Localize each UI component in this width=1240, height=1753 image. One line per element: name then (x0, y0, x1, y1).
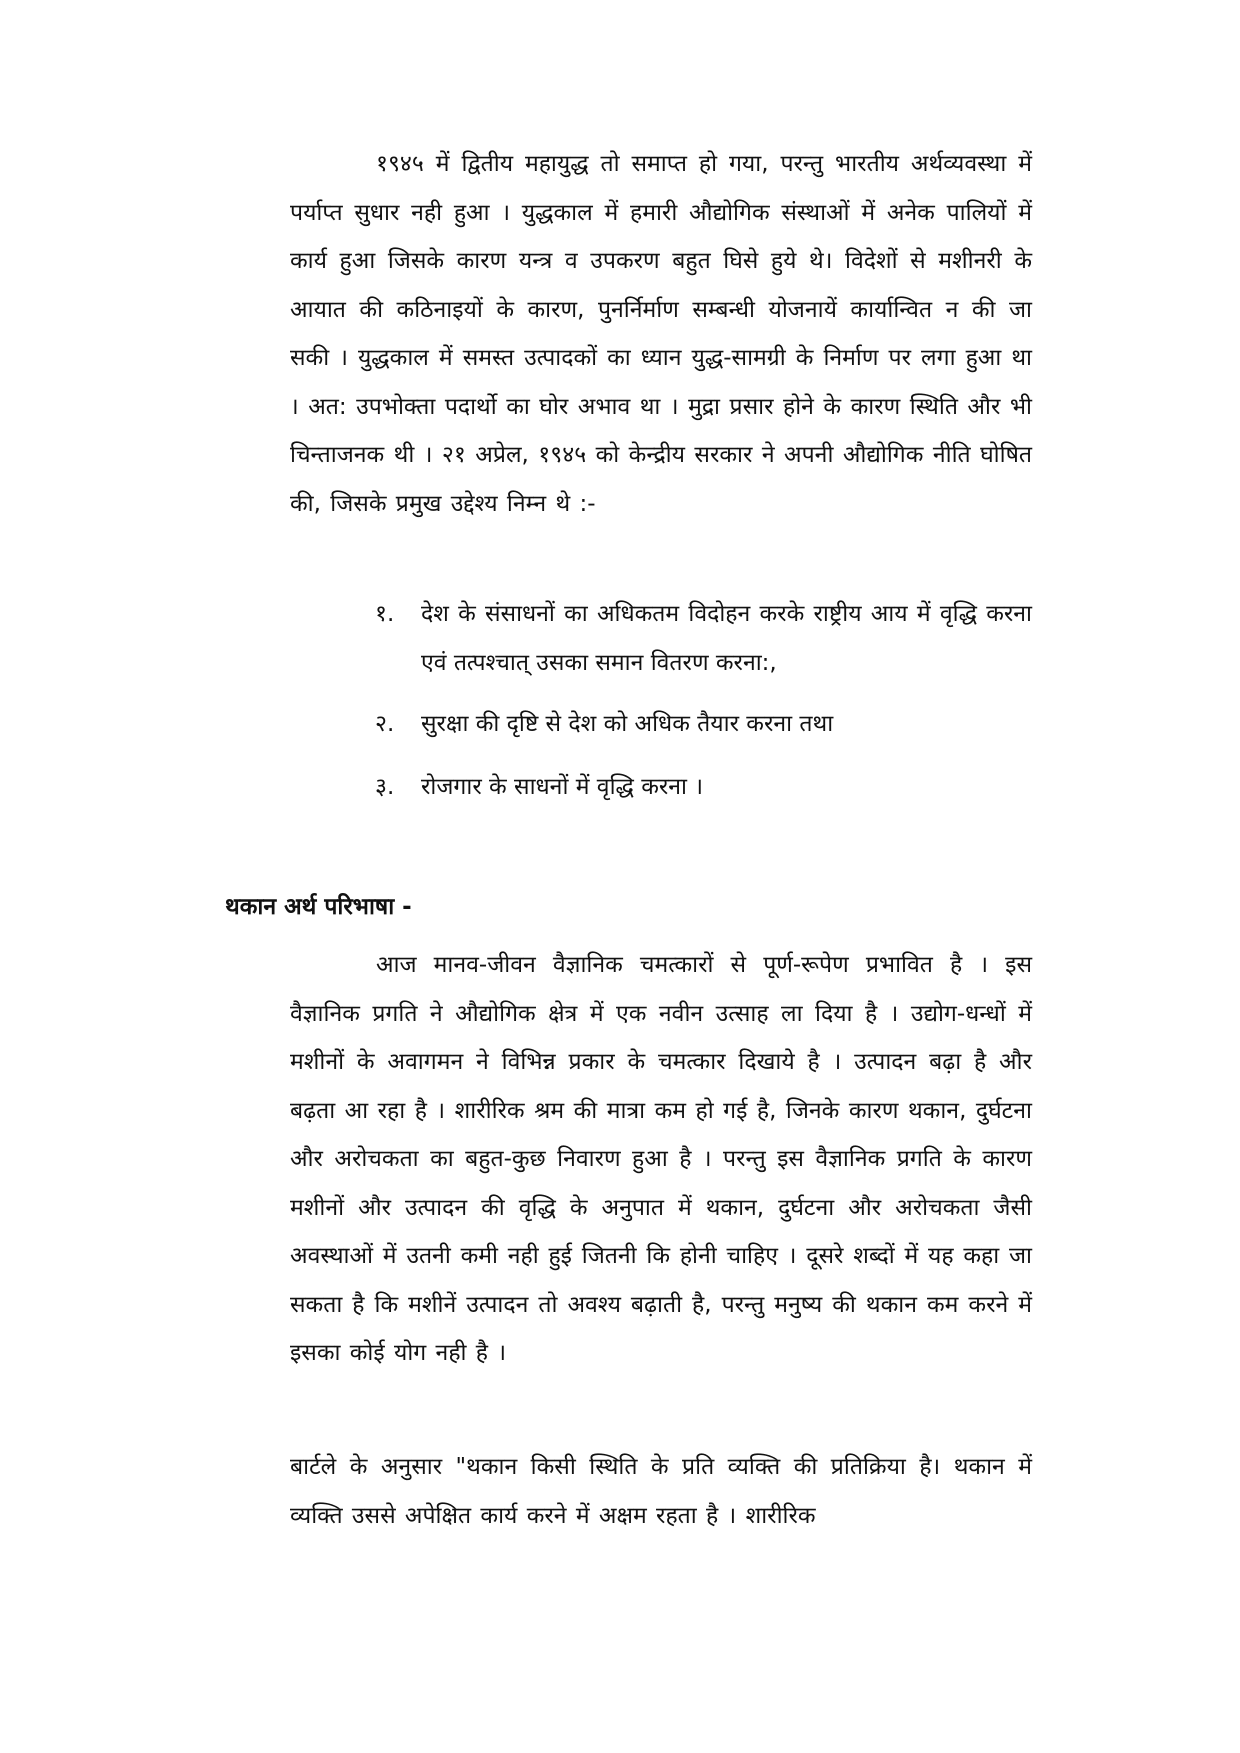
list-item-number: ३. (375, 774, 395, 800)
list-item-number: २. (375, 711, 395, 737)
intro-paragraph: १९४५ में द्वितीय महायुद्ध तो समाप्त हो गया, परन्तु भारतीय अर्थव्यवस्था में पर्याप्त सुधार नही हुआ । युद्धकाल में हमारी औद्योगिक संस्थाओं में अनेक पालियों में कार्य हुआ जिसके कारण यन्त्र व उपकरण बहुत घिसे हुये थे। विदेशों से मशीनरी के आयात की कठिनाइयों के कारण, पुनर्निर्माण सम्बन्धी योजनायें कार्यान्वित न की जा सकी । युद्धकाल में समस्त उत्पादकों का ध्यान युद्ध-सामग्री के निर्माण पर लगा हुआ था । अत: उपभोक्ता पदार्थो का घोर अभाव था । मुद्रा प्रसार होने के कारण स्थिति और भी चिन्ताजनक थी । २१ अप्रेल, १९४५ को केन्द्रीय सरकार ने अपनी औद्योगिक नीति घोषित की, जिसके प्रमुख उद्देश्य निम्न थे :- (290, 151, 1032, 517)
bartley-paragraph: बार्टले के अनुसार "थकान किसी स्थिति के प्रति व्यक्ति की प्रतिक्रिया है। थकान में व्यक्ति उससे अपेक्षित कार्य करने में अक्षम रहता है । शारीरिक (290, 1454, 1032, 1529)
section-paragraph: आज मानव-जीवन वैज्ञानिक चमत्कारों से पूर्ण-रूपेण प्रभावित है । इस वैज्ञानिक प्रगति ने औद्योगिक क्षेत्र में एक नवीन उत्साह ला दिया है । उद्योग-धन्धों में मशीनों के अवागमन ने विभिन्न प्रकार के चमत्कार दिखाये है । उत्पादन बढ़ा है और बढ़ता आ रहा है । शारीरिक श्रम की मात्रा कम हो गई है, जिनके कारण थकान, दुर्घटना और अरोचकता का बहुत-कुछ निवारण हुआ है । परन्तु इस वैज्ञानिक प्रगति के कारण मशीनों और उत्पादन की वृद्धि के अनुपात में थकान, दुर्घटना और अरोचकता जैसी अवस्थाओं में उतनी कमी नही हुई जितनी कि होनी चाहिए । दूसरे शब्दों में यह कहा जा सकता है कि मशीनें उत्पादन तो अवश्य बढ़ाती है, परन्तु मनुष्य की थकान कम करने में इसका कोई योग नही है । (290, 952, 1032, 1366)
list-item (375, 590, 1032, 687)
list-item-text: देश के संसाधनों का अधिकतम विदोहन करके राष्ट्रीय आय में वृद्धि करना एवं तत्पश्चात् उसका समान वितरण करना:, (421, 601, 1032, 676)
section-heading: थकान अर्थ परिभाषा - (225, 894, 412, 920)
list-item-text: रोजगार के साधनों में वृद्धि करना । (421, 774, 704, 800)
list-item-text: सुरक्षा की दृष्टि से देश को अधिक तैयार करना तथा (421, 711, 834, 737)
list-item-number: १. (375, 601, 395, 627)
list-item (375, 700, 1032, 749)
list-item (375, 763, 1032, 812)
